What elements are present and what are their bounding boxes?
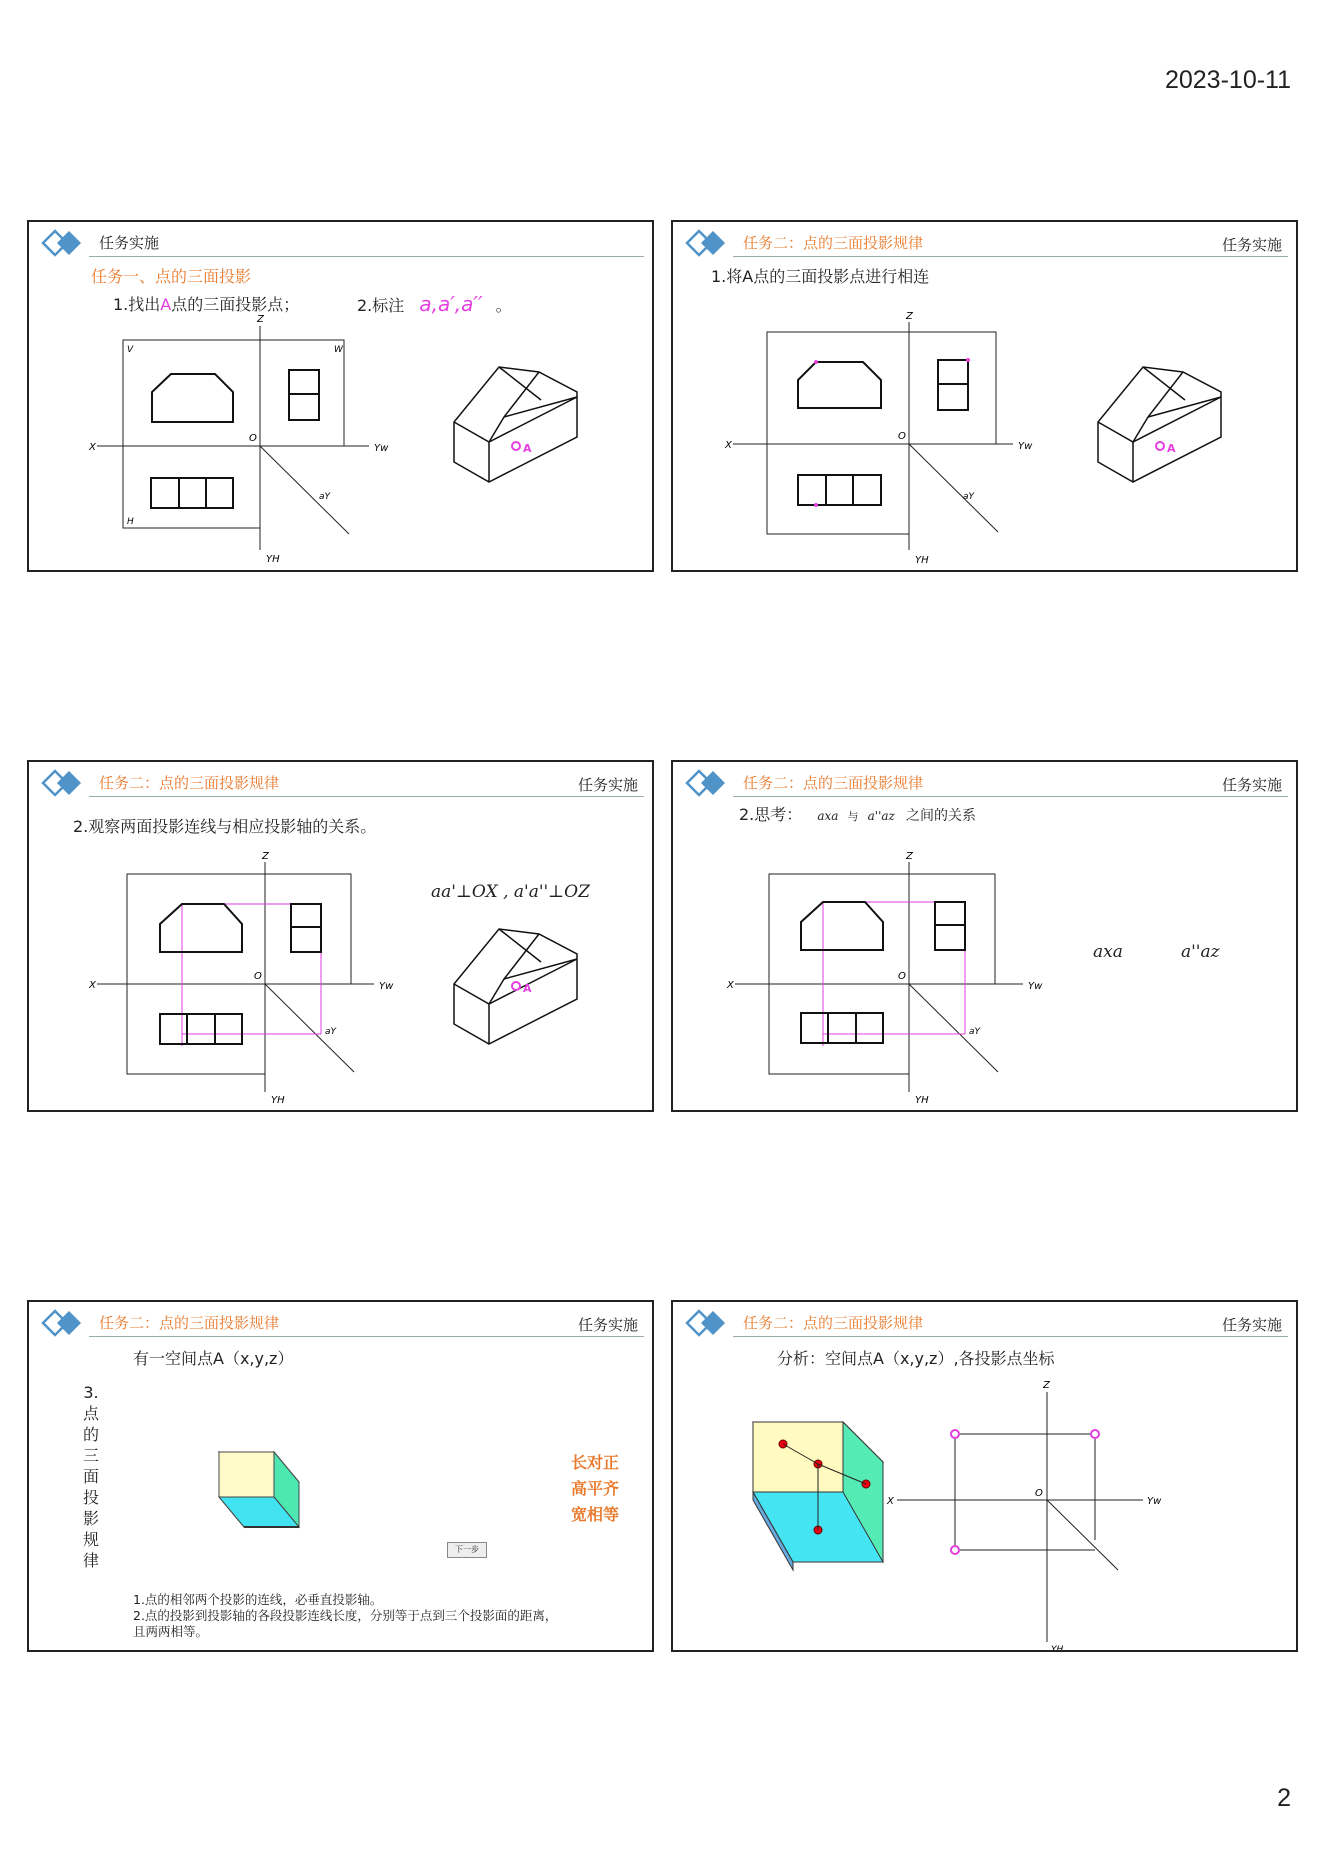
iso-block [454, 367, 577, 482]
point-a-label: A [523, 982, 532, 995]
axis-yw: Yw [374, 443, 389, 454]
axis-z: Z [906, 311, 913, 322]
axis-x: X [887, 1496, 894, 1507]
axis-o: O [249, 433, 257, 444]
question-term-a: axa [817, 809, 839, 823]
big-term-b: a''az [1181, 942, 1220, 962]
note-2: 2.点的投影到投影轴的各段投影连线长度，分别等于点到三个投影面的距离， [133, 1608, 558, 1623]
slide-heading: 有一空间点A（x,y,z） [133, 1349, 294, 1368]
axis-yw: Yw [1018, 441, 1033, 452]
axis-yw: Yw [379, 981, 394, 992]
axis-o: O [1035, 1488, 1043, 1499]
rule-length: 长对正 [571, 1453, 620, 1472]
instruction: 1.将A点的三面投影点进行相连 [711, 267, 930, 286]
slide-2 [671, 220, 1298, 572]
page-number: 2 [1277, 1784, 1291, 1812]
next-step-button[interactable]: 下一步 [447, 1542, 487, 1558]
projection-diagram [29, 222, 654, 572]
slide-3 [27, 760, 654, 1112]
point-a-marker [1156, 442, 1164, 450]
big-term-a: axa [1093, 942, 1123, 962]
axis-o: O [898, 431, 906, 442]
page-date: 2023-10-11 [1164, 66, 1291, 94]
step-2-marks: a,a′,a′′ [419, 292, 483, 316]
step-2-end: 。 [495, 296, 512, 315]
slide-heading: 分析：空间点A（x,y,z）,各投影点坐标 [777, 1349, 1055, 1368]
header-rule [89, 1336, 644, 1337]
axis-x: X [727, 980, 734, 991]
point-a-double-prime [1091, 1430, 1099, 1438]
question-pre: 2.思考： [739, 805, 803, 824]
axis-z: Z [1043, 1380, 1050, 1391]
axis-yh: YH [271, 1095, 285, 1106]
step-1-point: A [160, 295, 172, 314]
question-mid: 与 [847, 810, 859, 823]
projection-diagram [673, 222, 1298, 572]
task-label: 任务实施 [577, 776, 638, 794]
axis-o: O [254, 971, 262, 982]
projection-diagram [673, 762, 1298, 1112]
task-label: 任务实施 [1221, 1316, 1282, 1334]
point-a-label: A [523, 442, 532, 455]
label-ay: aY [319, 492, 331, 502]
axis-x: X [89, 442, 96, 453]
note-3: 且两两相等。 [133, 1624, 209, 1639]
step-1-pre: 1.找出 [113, 295, 161, 314]
question-term-b: a''az [867, 809, 895, 823]
plane-h: H [127, 517, 134, 527]
vertical-title: 3.点的三面投影规律 [82, 1383, 99, 1570]
axis-yh: YH [915, 555, 929, 566]
rule-height: 高平齐 [571, 1479, 620, 1498]
slide-title: 任务二：点的三面投影规律 [743, 234, 924, 252]
iso-block [1098, 367, 1221, 482]
slide-title: 任务实施 [99, 234, 160, 252]
axis-yh: YH [1051, 1645, 1064, 1654]
point-a-marker [512, 442, 520, 450]
axis-z: Z [257, 314, 264, 325]
point-a-prime [814, 360, 818, 364]
axis-x: X [725, 440, 732, 451]
slide-1 [27, 220, 654, 572]
axis-o: O [898, 971, 906, 982]
rule-width: 宽相等 [571, 1505, 620, 1524]
perpendicular-relation: aa'⊥OX , a'a''⊥OZ [431, 882, 590, 902]
task-label: 任务实施 [1221, 776, 1282, 794]
task-label: 任务实施 [1221, 236, 1282, 254]
axis-yw: Yw [1147, 1496, 1162, 1507]
point-a-h [951, 1546, 959, 1554]
axis-z: Z [262, 851, 269, 862]
slide-title: 任务二：点的三面投影规律 [743, 774, 924, 792]
axis-yh: YH [915, 1095, 929, 1106]
slide-subtitle: 任务一、点的三面投影 [91, 267, 252, 286]
slide-title: 任务二：点的三面投影规律 [99, 774, 280, 792]
instruction: 2.观察两面投影连线与相应投影轴的关系。 [73, 817, 377, 836]
slide-4 [671, 760, 1298, 1112]
point-a-double-prime [966, 358, 970, 362]
step-2-label: 2.标注 [357, 296, 405, 315]
space-projection-diagram [673, 1302, 1298, 1652]
label-ay: aY [969, 1027, 981, 1037]
axis-z: Z [906, 851, 913, 862]
plane-w: W [334, 345, 343, 355]
point-a-h [814, 503, 818, 507]
question-post: 之间的关系 [905, 808, 976, 824]
axis-yw: Yw [1028, 981, 1043, 992]
point-a-label: A [1167, 442, 1176, 455]
label-ay: aY [325, 1027, 337, 1037]
slide-6 [671, 1300, 1298, 1652]
axis-x: X [89, 980, 96, 991]
rule-list [571, 1450, 619, 1528]
point-a-marker [512, 982, 520, 990]
note-1: 1.点的相邻两个投影的连线，必垂直投影轴。 [133, 1592, 383, 1607]
space-cube-diagram [189, 1432, 319, 1542]
projection-diagram [29, 762, 654, 1112]
step-1-post: 点的三面投影点； [171, 295, 300, 314]
task-label: 任务实施 [577, 1316, 638, 1334]
point-a-prime [951, 1430, 959, 1438]
label-ay: aY [963, 492, 975, 502]
plane-v: V [127, 345, 134, 355]
logo-icon [39, 1308, 91, 1338]
slide-title: 任务二：点的三面投影规律 [743, 1314, 924, 1332]
slide-title: 任务二：点的三面投影规律 [99, 1314, 280, 1332]
axis-yh: YH [266, 554, 280, 565]
slide-5 [27, 1300, 654, 1652]
